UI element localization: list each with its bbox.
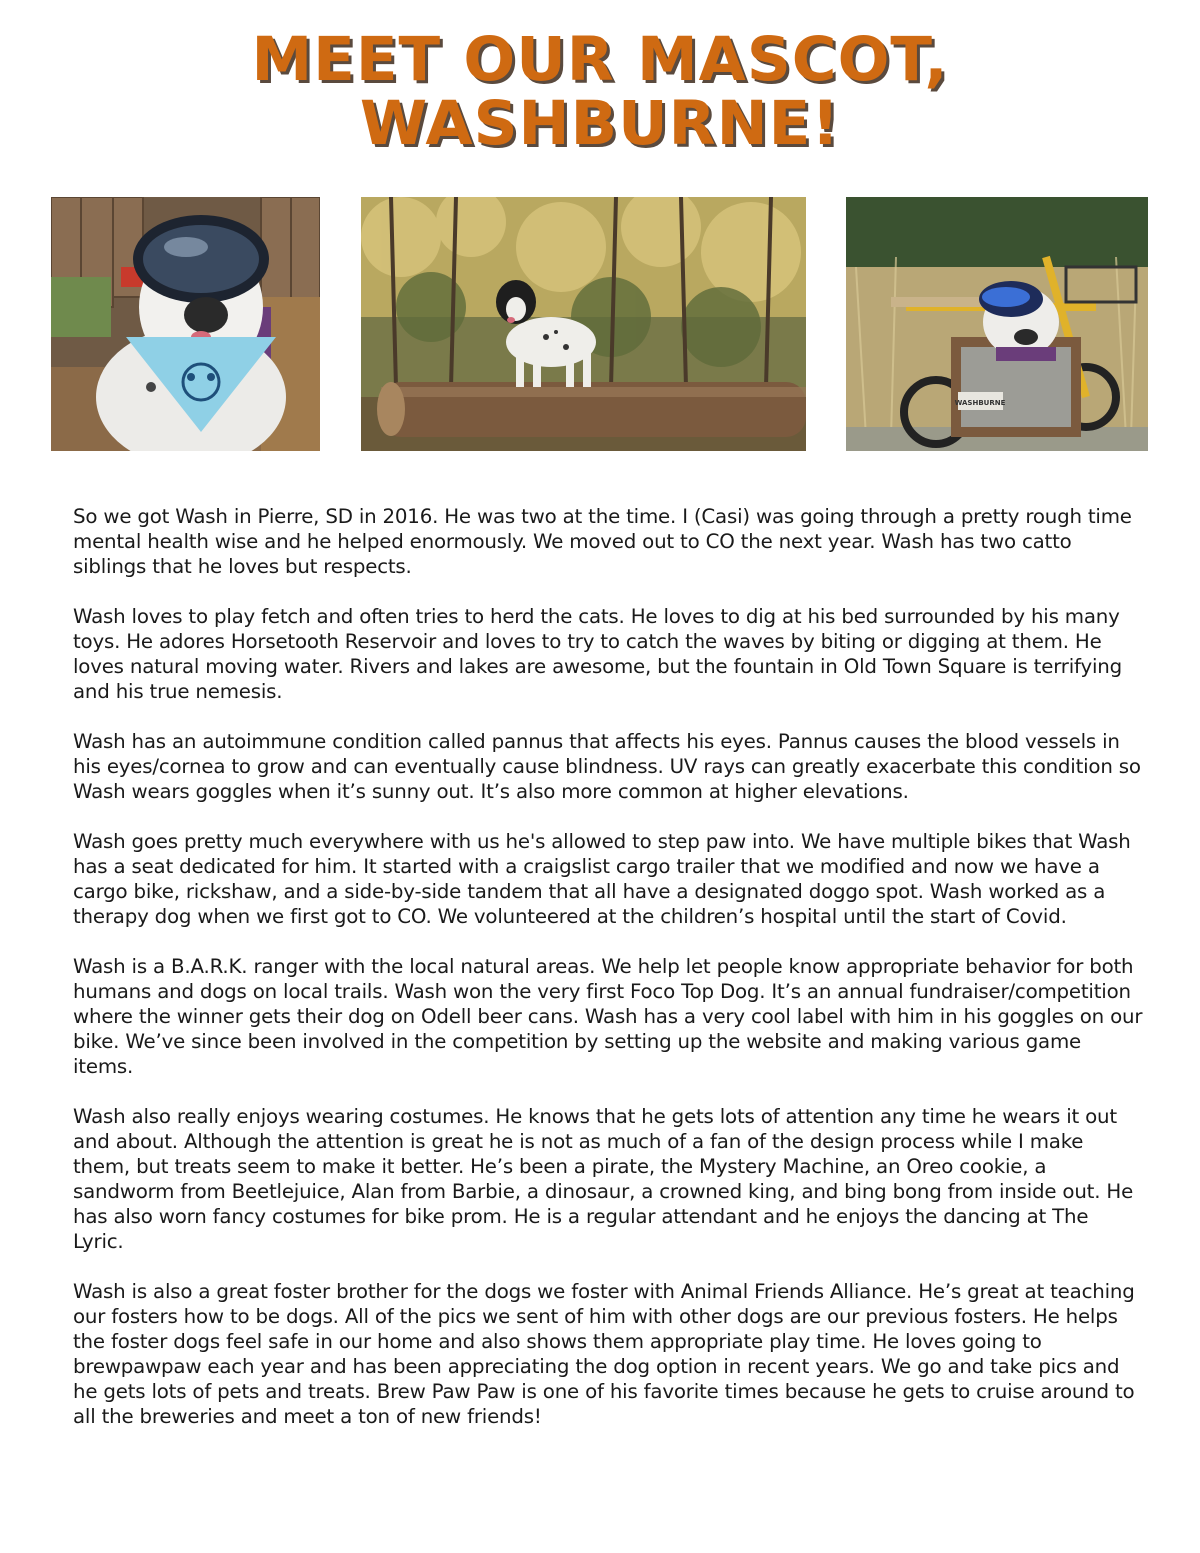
page-title <box>0 24 1200 159</box>
photo-wash-goggles-bandana <box>51 197 320 451</box>
story-paragraph: Wash is also a great foster brother for the dogs we foster with Animal Friends Alliance. He’s great at teaching our fosters how to be dogs. All of the pics we sent of him with other dogs are our previous fosters. He helps the foster dogs feel safe in our home and also shows them appropriate play time. He loves going to brewpawpaw each year and has been appreciating the dog option in recent years. We go and take pics and he gets lots of pets and treats. Brew Paw Paw is one of his favorite times because he gets to cruise around to all the breweries and meet a ton of new friends! <box>73 1280 1135 1428</box>
photo-wash-on-log-image <box>361 197 806 451</box>
bike-label-text: WASHBURNE <box>954 399 1006 407</box>
story-paragraph: Wash goes pretty much everywhere with us he's allowed to step paw into. We have multiple bikes that Wash has a seat dedicated for him. It started with a craigslist cargo trailer that we modified and now we have a cargo bike, rickshaw, and a side-by-side tandem that all have a designated doggo spot. Wash worked as a therapy dog when we first got to CO. We volunteered at the children’s hospital until the start of Covid. <box>73 830 1131 928</box>
photo-wash-on-log <box>361 197 806 451</box>
page-title-line-1: MEET OUR MASCOT, <box>251 24 949 95</box>
page-title-line-2: WASHBURNE! <box>359 88 841 159</box>
story-paragraph: Wash has an autoimmune condition called pannus that affects his eyes. Pannus causes the blood vessels in his eyes/cornea to grow and can eventually cause blindness. UV rays can greatly exacerbate this condition so Wash wears goggles when it’s sunny out. It’s also more common at higher elevations. <box>73 730 1141 803</box>
photo-wash-cargo-bike-image <box>846 197 1148 451</box>
story-paragraph: Wash also really enjoys wearing costumes. He knows that he gets lots of attention any time he wears it out and about. Although the attention is great he is not as much of a fan of the design process while I make them, but treats seem to make it better. He’s been a pirate, the Mystery Machine, an Oreo cookie, a sandworm from Beetlejuice, Alan from Barbie, a dinosaur, a crowned king, and bing bong from inside out. He has also worn fancy costumes for bike prom. He is a regular attendant and he enjoys the dancing at The Lyric. <box>73 1105 1134 1253</box>
story-paragraph: Wash is a B.A.R.K. ranger with the local natural areas. We help let people know appropriate behavior for both humans and dogs on local trails. Wash won the very first Foco Top Dog. It’s an annual fundraiser/competition where the winner gets their dog on Odell beer cans. Wash has a very cool label with him in his goggles on our bike. We’ve since been involved in the competition by setting up the website and making various game items. <box>73 955 1143 1078</box>
story-text <box>73 504 1143 1454</box>
photo-wash-goggles-bandana-image <box>51 197 320 451</box>
story-paragraph: So we got Wash in Pierre, SD in 2016. He was two at the time. I (Casi) was going through a pretty rough time mental health wise and he helped enormously. We moved out to CO the next year. Wash has two catto siblings that he loves but respects. <box>73 505 1132 578</box>
photo-wash-cargo-bike <box>846 197 1148 451</box>
story-paragraph: Wash loves to play fetch and often tries to herd the cats. He loves to dig at his bed surrounded by his many toys. He adores Horsetooth Reservoir and loves to try to catch the waves by biting or digging at them. He loves natural moving water. Rivers and lakes are awesome, but the fountain in Old Town Square is terrifying and his true nemesis. <box>73 605 1122 703</box>
